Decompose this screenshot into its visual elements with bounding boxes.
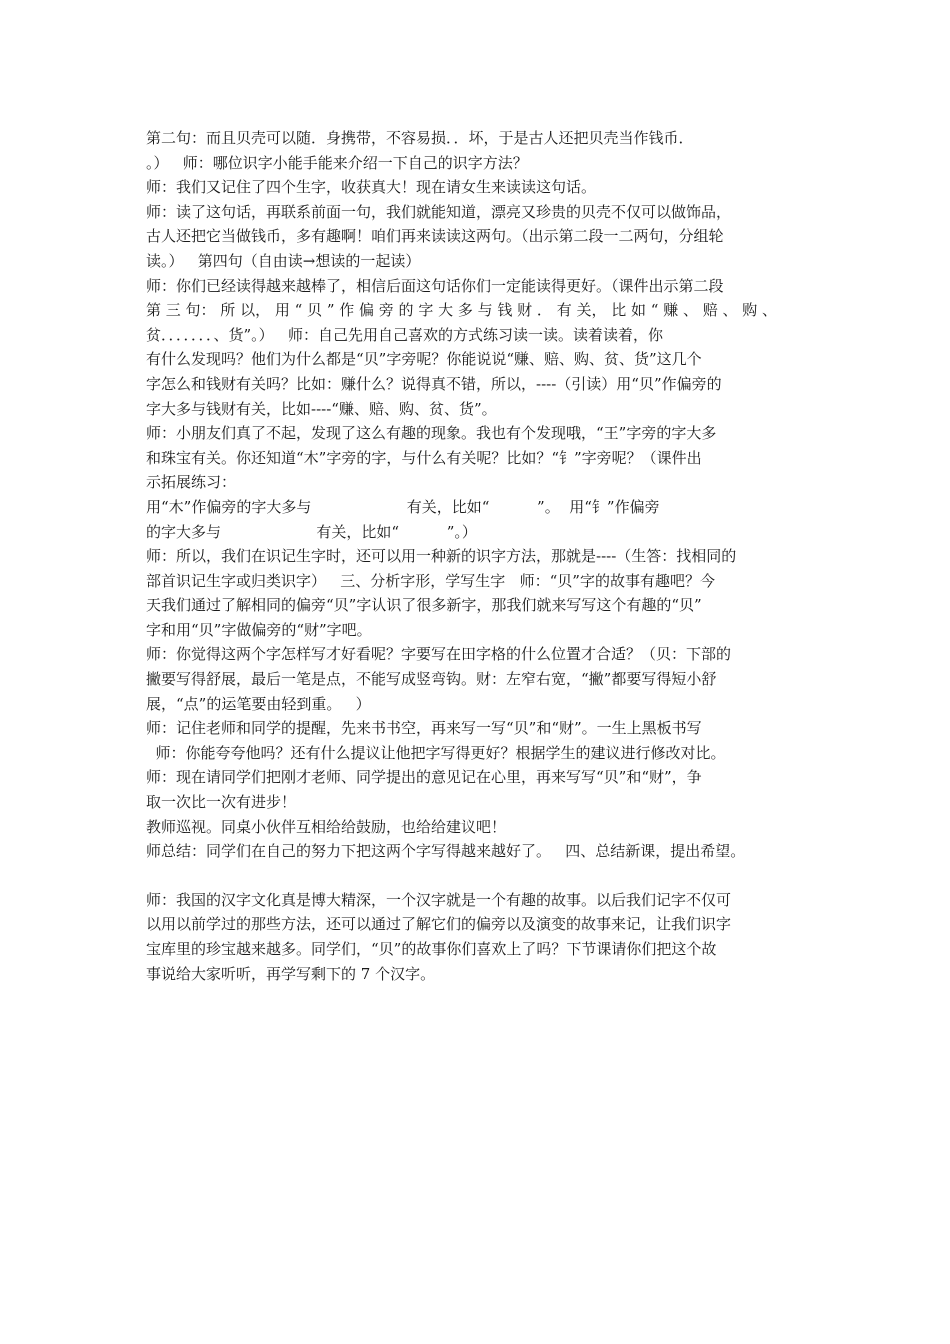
text-line: 教师巡视。同桌小伙伴互相给给鼓励，也给给建议吧！ (146, 817, 507, 836)
text-line: 师：你们已经读得越来越棒了，相信后面这句话你们一定能读得更好。（课件出示第二段 (146, 276, 724, 295)
text-line: 宝库里的珍宝越来越多。同学们，“贝”的故事你们喜欢上了吗？下节课请你们把这个故 (146, 940, 717, 958)
text-line: 字大多与钱财有关，比如----“赚、赔、购、贫、货”。 (146, 399, 497, 418)
text-line: 撇要写得舒展，最后一笔是点，不能写成竖弯钩。财：左窄右宽，“撇”都要写得短小舒 (146, 670, 717, 689)
text-line: 师：记住老师和同学的提醒，先来书书空，再来写一写“贝”和“财”。一生上黑板书写 (146, 719, 702, 738)
text-line: 师：你觉得这两个字怎样写才好看呢？字要写在田字格的什么位置才合适？（贝：下部的 (146, 645, 732, 664)
text-line: 有什么发现吗？他们为什么都是“贝”字旁呢？你能说说“赚、赔、购、贫、货”这几个 (146, 350, 702, 369)
text-line: 以用以前学过的那些方法，还可以通过了解它们的偏旁以及演变的故事来记，让我们识字 (146, 915, 732, 934)
text-line: 第二句：而且贝壳可以随．身携带，不容易损．．坏，于是古人还把贝壳当作钱币． (146, 129, 694, 147)
text-line: 字和用“贝”字做偏旁的“财”字吧。 (146, 620, 372, 639)
text-line: 事说给大家听听，再学写剩下的 7 个汉字。 (146, 964, 436, 983)
text-line: 师：所以，我们在识记生字时，还可以用一种新的识字方法，那就是----（生答：找相同的 (146, 547, 737, 566)
text-line: 师总结：同学们在自己的努力下把这两个字写得越来越好了。 四、总结新课，提出希望。 (146, 842, 746, 861)
document-body (146, 126, 816, 986)
text-line: 字怎么和钱财有关吗？比如：赚什么？说得真不错，所以，----（引读）用“贝”作偏旁的 (146, 374, 722, 393)
text-line: 贫．．．．．．．、货”。） 师：自己先用自己喜欢的方式练习读一读。读着读着，你 (146, 325, 663, 344)
text-line: 第 三 句： 所 以， 用 “ 贝 ” 作 偏 旁 的 字 大 多 与 钱 财 ． 有 关， 比 如 “ 赚 、 赔 、 购 、 (146, 301, 778, 320)
text-line: 古人还把它当做钱币，多有趣啊！咱们再来读读这两句。（出示第二段一二两句，分组轮 (146, 227, 724, 246)
text-line: 。） 师：哪位识字小能手能来介绍一下自己的识字方法？ (146, 153, 528, 172)
text-line: 展，“点”的运笔要由轻到重。 ） (146, 694, 371, 713)
text-line: 示拓展练习： (146, 473, 237, 492)
paragraph-gap (146, 864, 816, 888)
text-line: 用“木”作偏旁的字大多与 有关，比如“ ”。 用“钅”作偏旁 (146, 497, 660, 516)
text-line: 和珠宝有关。你还知道“木”字旁的字，与什么有关呢？比如？“钅”字旁呢？（课件出 (146, 448, 702, 467)
text-line: 师：我国的汉字文化真是博大精深，一个汉字就是一个有趣的故事。以后我们记字不仅可 (146, 890, 732, 909)
text-line: 的字大多与 有关，比如“ ”。） (146, 522, 477, 541)
text-line: 部首识记生字或归类识字） 三、分析字形，学写生字 师：“贝”字的故事有趣吧？今 (146, 571, 715, 590)
text-line: 师：你能夸夸他吗？还有什么提议让他把字写得更好？根据学生的建议进行修改对比。 (146, 743, 726, 762)
text-line: 天我们通过了解相同的偏旁“贝”字认识了很多新字，那我们就来写写这个有趣的“贝” (146, 596, 702, 615)
text-line: 师：读了这句话，再联系前面一句，我们就能知道，漂亮又珍贵的贝壳不仅可以做饰品， (146, 202, 732, 221)
text-line: 师：小朋友们真了不起，发现了这么有趣的现象。我也有个发现哦，“王”字旁的字大多 (146, 424, 717, 443)
text-line: 师：现在请同学们把刚才老师、同学提出的意见记在心里，再来写写“贝”和“财”，争 (146, 768, 702, 787)
text-line: 师：我们又记住了四个生字，收获真大！现在请女生来读读这句话。 (146, 178, 597, 197)
text-line: 读。） 第四句（自由读→想读的一起读） (146, 251, 421, 270)
text-line: 取一次比一次有进步！ (146, 793, 297, 812)
